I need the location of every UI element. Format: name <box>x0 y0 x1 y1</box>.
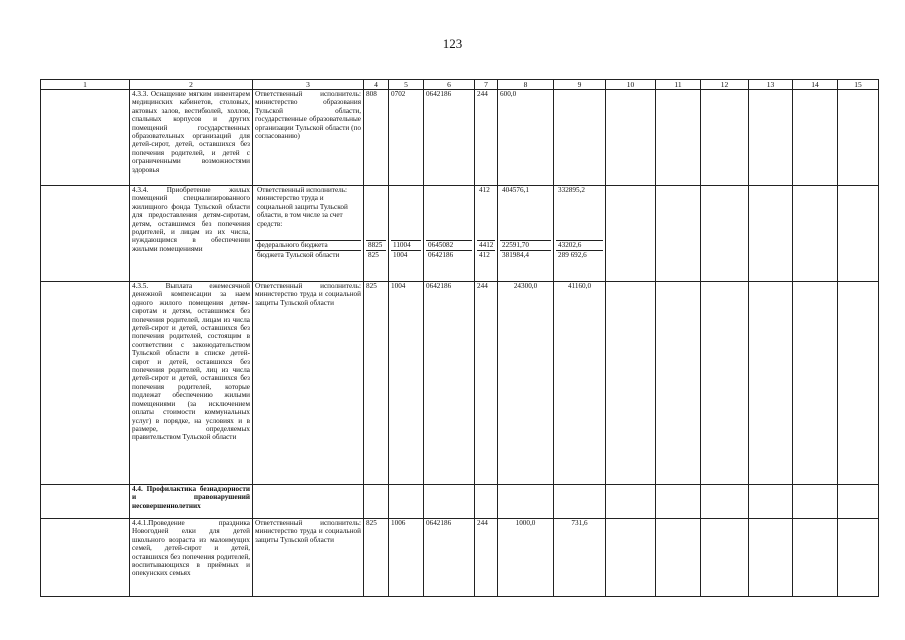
table-row <box>41 90 879 186</box>
column-header: 4 <box>364 80 389 90</box>
code-subcell: 0642186 <box>428 251 454 259</box>
code-subcell: 412 <box>479 251 490 259</box>
table-cell <box>838 90 879 186</box>
table-cell <box>793 519 838 597</box>
column-header: 10 <box>606 80 656 90</box>
code-cell: 244 <box>475 282 498 485</box>
activity-cell: 4.4.1.Проведение праздника Новогодней елки для детей школьного возраста из малоимущих семей, детей-сирот и детей, оставшихся без попечения родителей, воспитывающихся в приёмных и опекунских семьях <box>130 519 253 597</box>
table-cell <box>793 186 838 282</box>
table-cell <box>554 485 606 519</box>
table-cell <box>838 282 879 485</box>
table-cell <box>656 519 701 597</box>
table-row <box>41 282 879 485</box>
table-cell <box>838 186 879 282</box>
table-cell <box>656 282 701 485</box>
code-cell: 825 <box>364 282 389 485</box>
column-header: 5 <box>389 80 424 90</box>
column-header: 2 <box>130 80 253 90</box>
table-cell <box>838 485 879 519</box>
code-subcell: 412 <box>477 186 495 241</box>
activity-cell: 4.3.3. Оснащение мягким инвентарем медицинских кабинетов, столовых, актовых залов, вестибюлей, холлов, спальных корпусов и других помещений государственных образовательных организаций для детей-сирот, детей, оставшихся без попечения родителей, и детей с ограниченными возможностями здоровья <box>130 90 253 186</box>
code-cell <box>424 186 475 282</box>
executor-cell: Ответственный исполнитель: министерство труда и социальной защиты Тульской области <box>253 282 364 485</box>
code-cell: 0702 <box>389 90 424 186</box>
code-cell: 0642186 <box>424 90 475 186</box>
table-cell <box>749 90 793 186</box>
budget-table <box>40 79 879 597</box>
table-cell <box>701 485 749 519</box>
amount-subcell: 43202,6 <box>556 241 603 251</box>
code-cell: 825 <box>364 519 389 597</box>
code-cell: 0642186 <box>424 282 475 485</box>
table-cell <box>41 282 130 485</box>
column-header: 13 <box>749 80 793 90</box>
activity-cell: 4.3.4. Приобретение жилых помещений специализированного жилищного фонда Тульской области для предоставления детям-сиротам, детям, оставшимся без попечения родителей, и лицам из их числа, нуждающимся в обеспечении жилыми помещениями <box>130 186 253 282</box>
table-cell <box>793 282 838 485</box>
table-cell <box>701 186 749 282</box>
amount-cell: 41160,0 <box>554 282 606 485</box>
code-cell: 0642186 <box>424 519 475 597</box>
table-row <box>41 519 879 597</box>
table-cell <box>424 485 475 519</box>
executor-subcell: федерального бюджета <box>255 241 361 251</box>
table-cell <box>41 485 130 519</box>
amount-subcell: 22591,70 <box>500 241 551 251</box>
executor-cell: Ответственный исполнитель: министерство труда и социальной защиты Тульской области <box>253 519 364 597</box>
amount-cell: 24300,0 <box>498 282 554 485</box>
column-header: 12 <box>701 80 749 90</box>
table-cell <box>793 485 838 519</box>
code-subcell <box>426 186 472 241</box>
code-subcell <box>366 186 386 241</box>
table-cell <box>749 186 793 282</box>
column-header: 7 <box>475 80 498 90</box>
column-numbers-row <box>41 80 879 90</box>
table-cell <box>656 90 701 186</box>
table-cell <box>606 90 656 186</box>
code-cell: 244 <box>475 519 498 597</box>
code-cell <box>389 186 424 282</box>
column-header: 8 <box>498 80 554 90</box>
table-cell <box>606 186 656 282</box>
page-number: 123 <box>442 36 463 51</box>
table-cell <box>793 90 838 186</box>
code-subcell: 4412 <box>479 241 494 249</box>
table-cell <box>701 282 749 485</box>
code-subcell: 8825 <box>366 241 386 251</box>
code-subcell: 0645082 <box>426 241 472 251</box>
column-header: 9 <box>554 80 606 90</box>
code-subcell: 11004 <box>391 241 421 251</box>
code-subcell: 825 <box>368 251 379 259</box>
amount-cell: 731,6 <box>554 519 606 597</box>
code-subcell: 1004 <box>393 251 408 259</box>
table-cell <box>749 519 793 597</box>
code-cell: 1006 <box>389 519 424 597</box>
executor-subcell: Ответственный исполнитель: министерство труда и социальной защиты Тульской области, в том числе за счет средств: <box>255 186 361 241</box>
table-row <box>41 186 879 282</box>
column-header: 15 <box>838 80 879 90</box>
column-header: 6 <box>424 80 475 90</box>
amount-subcell: 289 692,6 <box>558 251 587 259</box>
table-cell <box>389 485 424 519</box>
table-cell <box>656 186 701 282</box>
table-cell <box>701 90 749 186</box>
column-header: 1 <box>41 80 130 90</box>
table-cell <box>253 485 364 519</box>
code-cell: 1004 <box>389 282 424 485</box>
table-cell <box>749 485 793 519</box>
amount-subcell: 404576,1 <box>500 186 551 241</box>
column-header: 11 <box>656 80 701 90</box>
table-cell <box>475 485 498 519</box>
amount-cell: 1000,0 <box>498 519 554 597</box>
amount-cell: 600,0 <box>498 90 554 186</box>
executor-cell <box>253 186 364 282</box>
amount-subcell: 381984,4 <box>502 251 529 259</box>
table-cell <box>749 282 793 485</box>
section-row <box>41 485 879 519</box>
amount-cell <box>554 90 606 186</box>
table-cell <box>606 485 656 519</box>
table-cell <box>41 90 130 186</box>
code-cell: 808 <box>364 90 389 186</box>
amount-cell <box>498 186 554 282</box>
code-subcell <box>391 186 421 241</box>
table-cell <box>498 485 554 519</box>
executor-cell: Ответственный исполнитель: министерство образования Тульской области, государственные образовательные организации Тульской области (по согласованию) <box>253 90 364 186</box>
table-cell <box>656 485 701 519</box>
column-header: 14 <box>793 80 838 90</box>
amount-cell <box>554 186 606 282</box>
table-cell <box>701 519 749 597</box>
table-cell <box>41 519 130 597</box>
table-cell <box>364 485 389 519</box>
column-header: 3 <box>253 80 364 90</box>
code-cell: 244 <box>475 90 498 186</box>
table-cell <box>606 282 656 485</box>
activity-cell: 4.3.5. Выплата ежемесячной денежной компенсации за наем одного жилого помещения детям-сиротам и детям, оставшимся без попечения родителей, лицам из числа детей-сирот и детей, оставшихся без попечения родителей, состоящим в соответствии с законодательством Тульской области в списке детей-сирот и детей, оставшихся без попечения родителей, лиц из числа детей-сирот и детей, оставшихся без попечения родителей, которые подлежат обеспечению жилыми помещениями (за исключением оплаты стоимости коммунальных услуг) в порядке, на условиях и в размере, определяемых правительством Тульской области <box>130 282 253 485</box>
code-cell <box>364 186 389 282</box>
code-cell <box>475 186 498 282</box>
amount-subcell: 332895,2 <box>556 186 603 241</box>
table-cell <box>838 519 879 597</box>
section-title: 4.4. Профилактика безнадзорности и правонарушений несовершеннолетних <box>130 485 253 519</box>
executor-subcell: бюджета Тульской области <box>257 251 340 259</box>
table-cell <box>606 519 656 597</box>
table-cell <box>41 186 130 282</box>
